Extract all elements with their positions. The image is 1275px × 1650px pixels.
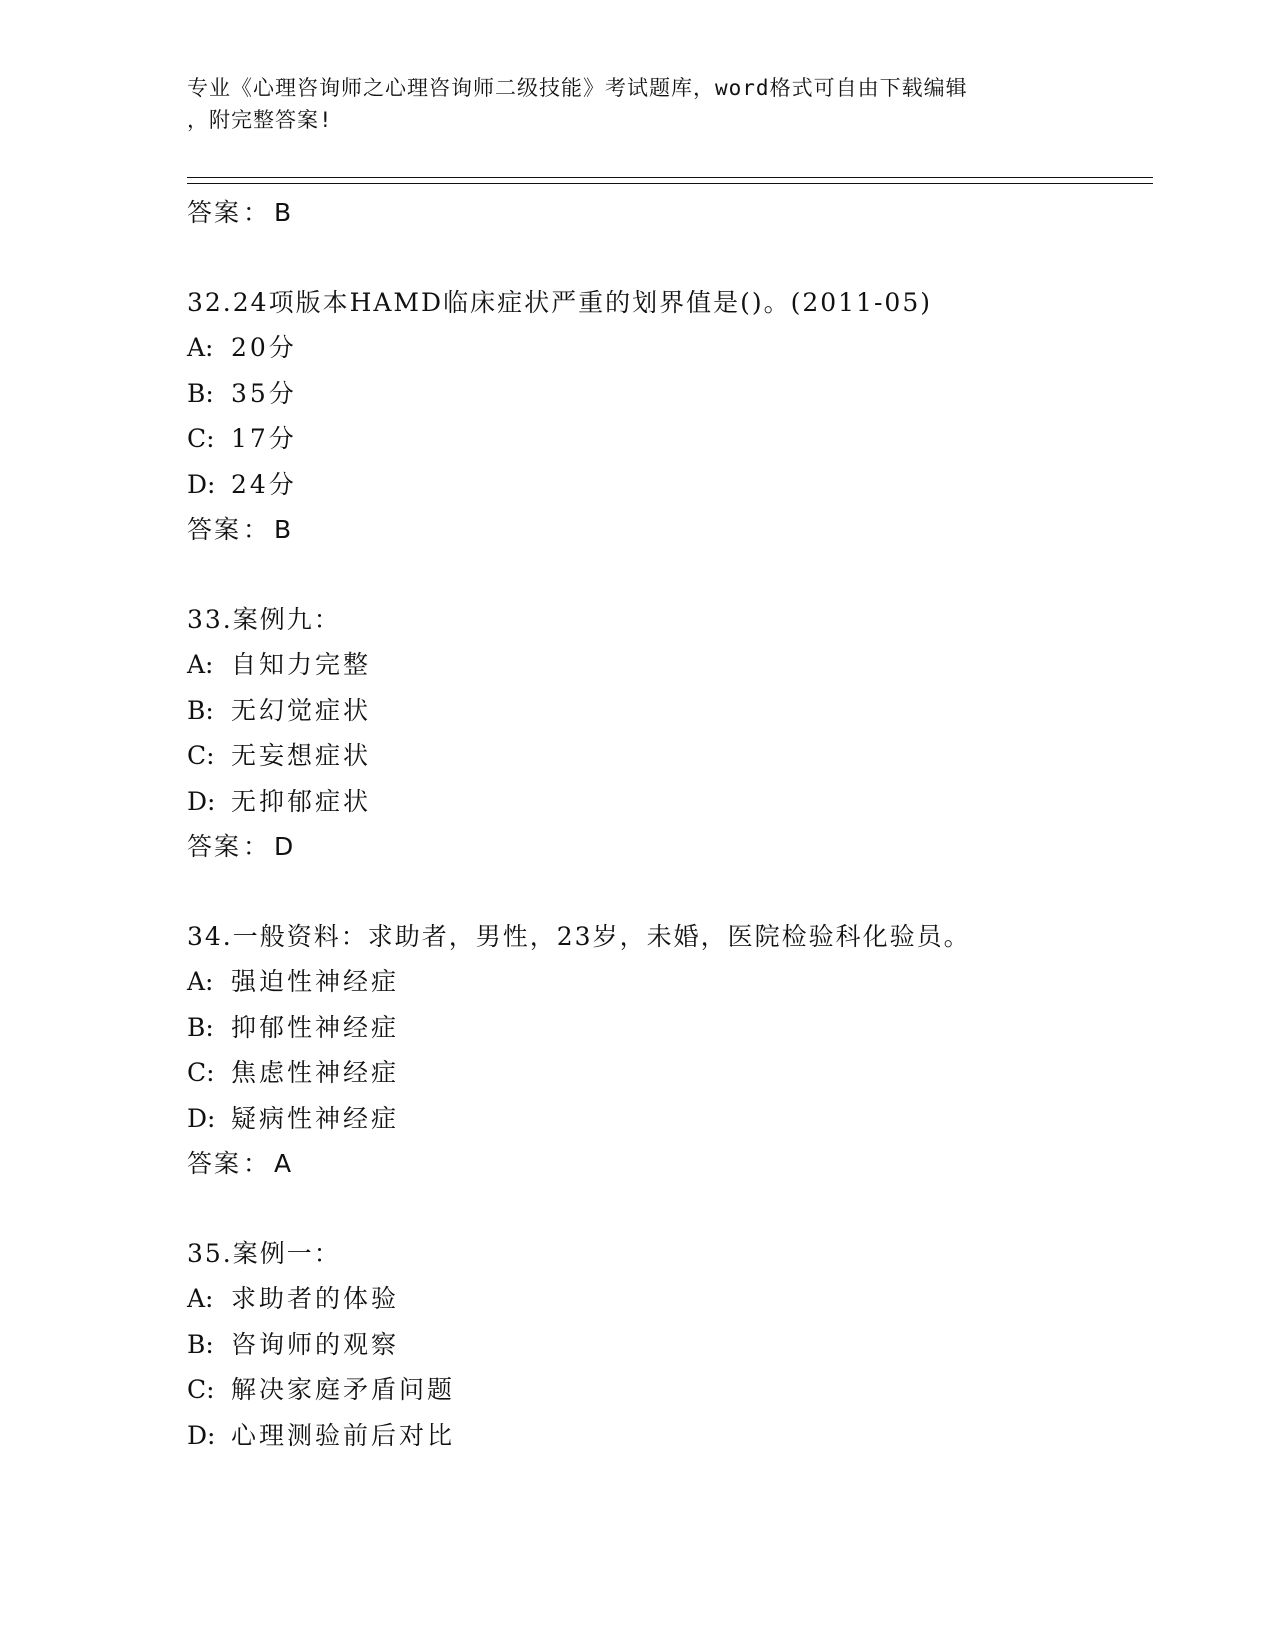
- answer-label: 答案: [187, 1149, 242, 1178]
- answer-value: B: [274, 198, 292, 227]
- question-35-option-c: [187, 1367, 1147, 1413]
- option-key: C:: [187, 1058, 215, 1087]
- option-text: 焦虑性神经症: [231, 1058, 400, 1087]
- option-key: A:: [187, 967, 214, 996]
- option-text: 自知力完整: [231, 650, 372, 679]
- option-text: 24分: [231, 469, 297, 499]
- option-text: 35分: [231, 378, 297, 408]
- header-line-1: 专业《心理咨询师之心理咨询师二级技能》考试题库，word格式可自由下载编辑: [187, 76, 968, 100]
- answer-value: A: [274, 1149, 292, 1178]
- option-key: C:: [187, 424, 215, 453]
- question-text: 案例九：: [232, 605, 341, 634]
- option-text: 无妄想症状: [231, 741, 372, 770]
- question-33-option-a: [187, 642, 1147, 688]
- question-34-option-b: [187, 1005, 1147, 1051]
- option-text: 无幻觉症状: [231, 695, 372, 725]
- option-text: 无抑郁症状: [231, 786, 372, 816]
- answer-value: B: [274, 515, 292, 544]
- question-34-option-a: [187, 959, 1147, 1005]
- question-35-option-a: [187, 1276, 1147, 1322]
- answer-label: 答案: [187, 832, 242, 861]
- answer-line-34: [187, 1141, 1147, 1186]
- option-key: D:: [187, 1103, 216, 1133]
- question-32-option-c: [187, 416, 1147, 462]
- option-key: A:: [187, 650, 214, 679]
- option-text: 解决家庭矛盾问题: [231, 1375, 456, 1404]
- answer-colon: ：: [243, 832, 269, 861]
- question-32-stem: [187, 280, 1147, 325]
- option-text: 17分: [231, 424, 297, 453]
- question-text: 案例一：: [232, 1239, 341, 1268]
- question-32-option-a: [187, 325, 1147, 371]
- option-text: 心理测验前后对比: [231, 1420, 456, 1450]
- option-key: B:: [187, 1329, 214, 1359]
- question-34-option-c: [187, 1050, 1147, 1096]
- question-text: 一般资料：求助者，男性，23岁，未婚，医院检验科化验员。: [232, 922, 971, 951]
- question-34-option-d: [187, 1096, 1147, 1142]
- answer-value: D: [274, 832, 294, 861]
- answer-line-31: [187, 190, 1147, 235]
- question-33-option-d: [187, 779, 1147, 825]
- question-32-option-b: [187, 371, 1147, 417]
- question-number: 32.: [187, 288, 233, 317]
- question-34-stem: [187, 914, 1147, 959]
- answer-line-33: [187, 824, 1147, 869]
- question-list: [187, 190, 1147, 1458]
- question-33-option-c: [187, 733, 1147, 779]
- option-key: B:: [187, 1012, 214, 1042]
- option-key: A:: [187, 333, 214, 362]
- question-35-option-d: [187, 1413, 1147, 1459]
- option-key: C:: [187, 1375, 215, 1404]
- question-number: 34.: [187, 922, 233, 951]
- option-key: B:: [187, 695, 214, 725]
- option-text: 求助者的体验: [231, 1284, 400, 1313]
- answer-colon: ：: [243, 1149, 269, 1178]
- option-text: 20分: [231, 333, 297, 362]
- option-key: A:: [187, 1284, 214, 1313]
- header-line-2: ，附完整答案!: [187, 108, 333, 132]
- header-divider-top: [187, 177, 1153, 178]
- option-text: 强迫性神经症: [231, 967, 400, 996]
- option-key: D:: [187, 1420, 216, 1450]
- option-text: 咨询师的观察: [231, 1329, 400, 1359]
- question-32-option-d: [187, 462, 1147, 508]
- question-33-option-b: [187, 688, 1147, 734]
- option-key: B:: [187, 378, 214, 408]
- option-text: 疑病性神经症: [231, 1103, 400, 1133]
- header-divider-bottom: [187, 183, 1153, 184]
- question-number: 33.: [187, 605, 233, 634]
- option-key: C:: [187, 741, 215, 770]
- answer-label: 答案: [187, 198, 242, 227]
- question-number: 35.: [187, 1239, 233, 1268]
- question-35-option-b: [187, 1322, 1147, 1368]
- document-header: [187, 72, 1067, 136]
- question-33-stem: [187, 597, 1147, 642]
- question-35-stem: [187, 1231, 1147, 1276]
- option-text: 抑郁性神经症: [231, 1012, 400, 1042]
- option-key: D:: [187, 786, 216, 816]
- answer-line-32: [187, 507, 1147, 552]
- answer-colon: ：: [243, 198, 269, 227]
- option-key: D:: [187, 469, 216, 499]
- answer-label: 答案: [187, 515, 242, 544]
- answer-colon: ：: [243, 515, 269, 544]
- question-text: 24项版本HAMD临床症状严重的划界值是()。(2011-05): [232, 288, 932, 317]
